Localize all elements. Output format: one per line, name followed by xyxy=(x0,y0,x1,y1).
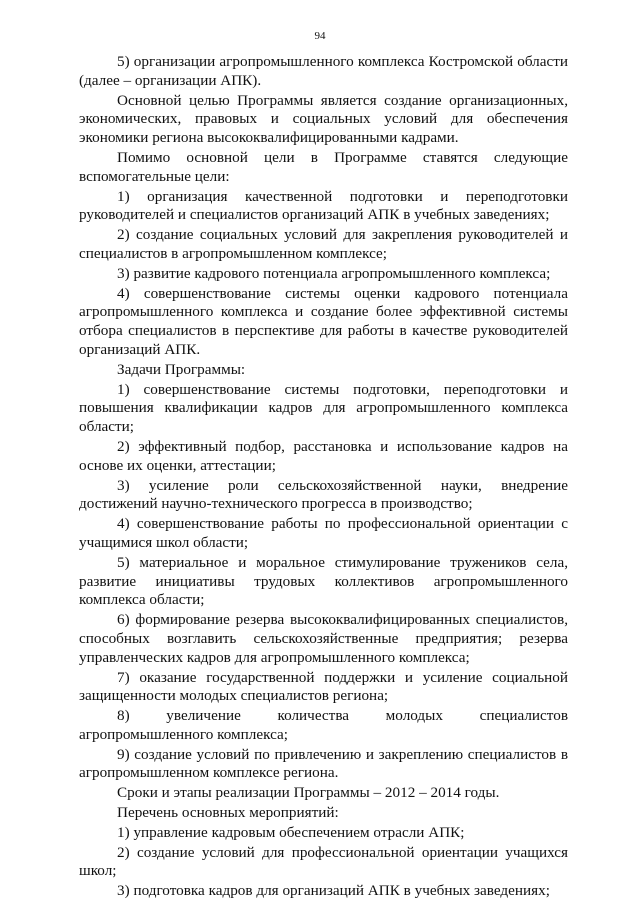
paragraph: Помимо основной цели в Программе ставятся следующие вспомогательные цели: xyxy=(79,148,568,185)
document-body xyxy=(79,53,568,901)
list-item: 3) подготовка кадров для организаций АПК в учебных заведениях; xyxy=(117,882,550,900)
list-item: 4) совершенствование работы по профессиональной ориентации с учащимися школ области; xyxy=(79,515,568,551)
list-item: 3) усиление роли сельскохозяйственной науки, внедрение достижений научно-технического прогресса в производство; xyxy=(79,476,568,513)
list-item: 2) создание социальных условий для закрепления руководителей и специалистов в агропромышленном комплексе; xyxy=(79,226,568,262)
list-item: 5) материальное и моральное стимулирование тружеников села, развитие инициативы трудовых коллективов агропромышленного комплекса области; xyxy=(79,553,568,609)
list-item: 4) совершенствование системы оценки кадрового потенциала агропромышленного комплекса и создание более эффективной системы отбора специалистов в перспективе для работы в качестве руководителей организаций АПК. xyxy=(79,284,568,358)
section-heading: Перечень основных мероприятий: xyxy=(117,804,339,822)
list-item: 7) оказание государственной поддержки и усиление социальной защищенности молодых специалистов региона; xyxy=(79,668,568,705)
page-number: 94 xyxy=(314,30,326,42)
list-item: 2) создание условий для профессиональной ориентации учащихся школ; xyxy=(79,843,568,880)
list-item: 9) создание условий по привлечению и закреплению специалистов в агропромышленном комплексе региона. xyxy=(79,745,568,782)
list-item: 6) формирование резерва высококвалифицированных специалистов, способных возглавить сельскохозяйственные предприятия; резерва управленческих кадров для агропромышленного комплекса; xyxy=(79,611,568,666)
list-item: 1) совершенствование системы подготовки, переподготовки и повышения квалификации кадров для агропромышленного комплекса области; xyxy=(79,380,568,436)
list-item: 1) организация качественной подготовки и переподготовки руководителей и специалистов организаций АПК в учебных заведениях; xyxy=(79,187,568,224)
paragraph: Сроки и этапы реализации Программы – 2012 – 2014 годы. xyxy=(117,784,500,802)
paragraph: Основной целью Программы является создание организационных, экономических, правовых и социальных условий для обеспечения экономики региона высококвалифицированными кадрами. xyxy=(79,91,568,147)
list-item: 8) увеличение количества молодых специалистов агропромышленного комплекса; xyxy=(79,707,568,743)
list-item: 1) управление кадровым обеспечением отрасли АПК; xyxy=(117,823,465,841)
list-item: 2) эффективный подбор, расстановка и использование кадров на основе их оценки, аттестации; xyxy=(79,437,568,474)
list-item: 3) развитие кадрового потенциала агропромышленного комплекса; xyxy=(117,264,551,282)
section-heading: Задачи Программы: xyxy=(117,360,246,378)
paragraph: 5) организации агропромышленного комплекса Костромской области (далее – организации АПК). xyxy=(79,53,568,89)
